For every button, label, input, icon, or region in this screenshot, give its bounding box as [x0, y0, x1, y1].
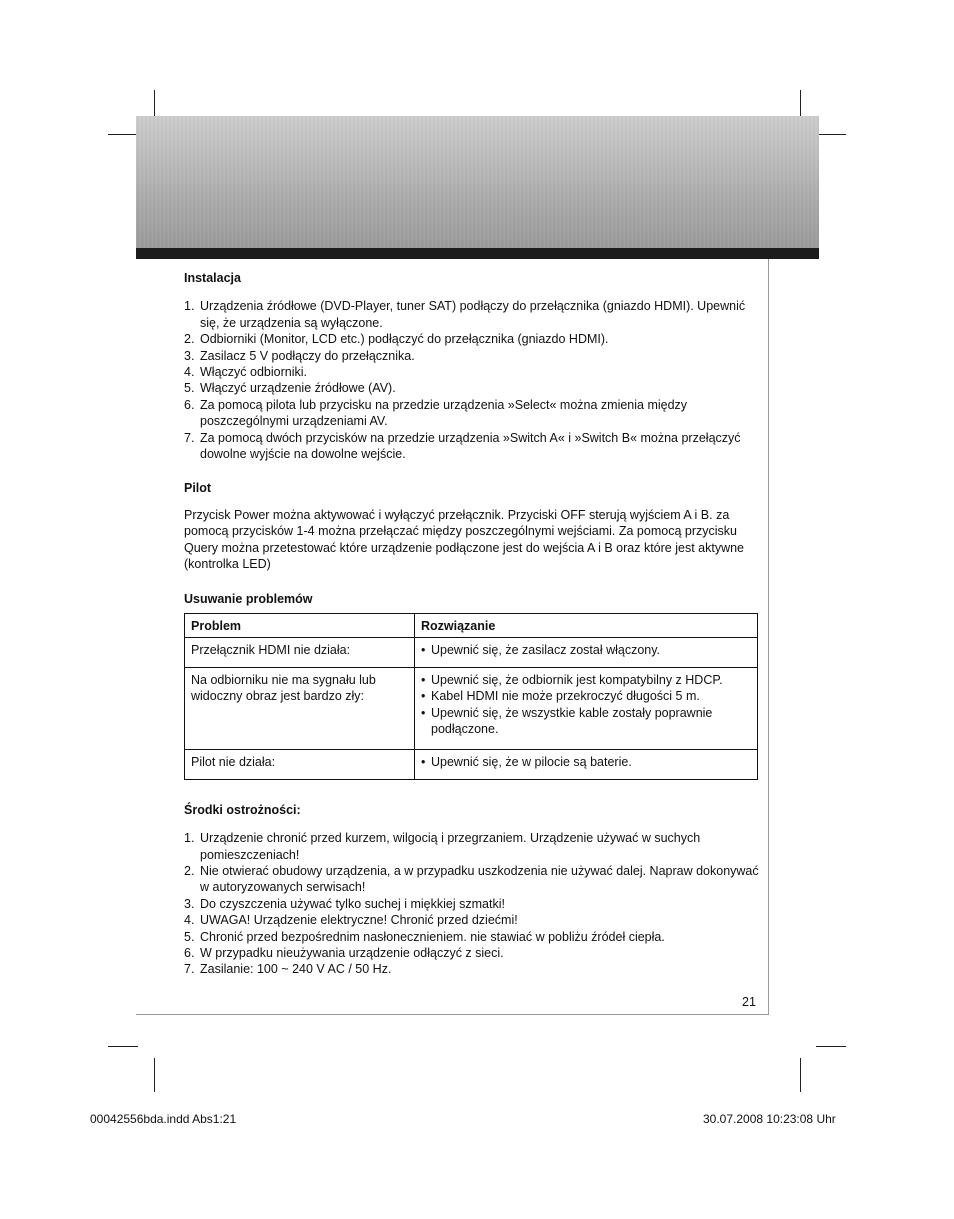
- troubleshooting-heading: Usuwanie problemów: [184, 591, 313, 606]
- precautions-heading: Środki ostrożności:: [184, 802, 301, 817]
- page-number: 21: [742, 995, 756, 1009]
- installation-list: [184, 298, 760, 462]
- item-text: Urządzenia źródłowe (DVD-Player, tuner SAT) podłączy do przełącznika (gniazdo HDMI). Upewnić się, że urządzenia są wyłączone.: [200, 299, 746, 330]
- crop-mark: [816, 134, 846, 135]
- right-rule: [768, 259, 769, 1015]
- item-text: Odbiorniki (Monitor, LCD etc.) podłączyć do przełącznika (gniazdo HDMI).: [200, 332, 609, 347]
- problem-cell: Na odbiorniku nie ma sygnału lub widoczny obraz jest bardzo zły:: [185, 667, 415, 750]
- list-item: [184, 364, 760, 380]
- list-item: [184, 430, 760, 463]
- item-number: 5.: [184, 381, 195, 396]
- item-text: Urządzenie chronić przed kurzem, wilgocią i przegrzaniem. Urządzenie używać w suchych pomieszczeniach!: [200, 831, 701, 862]
- item-number: 5.: [184, 929, 195, 944]
- list-item: [184, 945, 760, 961]
- troubleshooting-table: [184, 613, 758, 780]
- column-header-problem: Problem: [185, 613, 415, 637]
- solution-cell: [415, 638, 758, 667]
- item-text: Zasilanie: 100 ~ 240 V AC / 50 Hz.: [200, 962, 392, 977]
- list-item: [184, 298, 760, 331]
- item-text: Włączyć odbiorniki.: [200, 365, 307, 380]
- table-row: [185, 638, 758, 667]
- column-header-solution: Rozwiązanie: [415, 613, 758, 637]
- solution-item: • Upewnić się, że zasilacz został włączony.: [421, 642, 751, 658]
- crop-mark: [108, 134, 138, 135]
- item-text: Za pomocą dwóch przycisków na przedzie urządzenia »Switch A« i »Switch B« można przełączyć dowolne wyjście na dowolne wejście.: [200, 430, 741, 462]
- bottom-rule: [136, 1014, 769, 1015]
- item-text: UWAGA! Urządzenie elektryczne! Chronić przed dziećmi!: [200, 913, 518, 928]
- list-item: [184, 380, 760, 396]
- item-number: 7.: [184, 962, 195, 977]
- crop-mark: [154, 1058, 155, 1092]
- table-row: [185, 750, 758, 779]
- item-number: 3.: [184, 348, 195, 363]
- crop-mark: [108, 1046, 138, 1047]
- list-item: [184, 929, 760, 945]
- list-item: [184, 961, 760, 977]
- item-text: Włączyć urządzenie źródłowe (AV).: [200, 381, 396, 396]
- slug-timestamp: 30.07.2008 10:23:08 Uhr: [703, 1112, 836, 1126]
- problem-cell: Przełącznik HDMI nie działa:: [185, 638, 415, 667]
- item-number: 3.: [184, 896, 195, 911]
- page-content: [184, 270, 760, 978]
- solution-item: • Upewnić się, że wszystkie kable zostały poprawnie podłączone.: [421, 705, 751, 738]
- list-item: [184, 863, 760, 896]
- item-text: Zasilacz 5 V podłączy do przełącznika.: [200, 348, 415, 363]
- solution-cell: [415, 667, 758, 750]
- list-item: [184, 912, 760, 928]
- solution-cell: [415, 750, 758, 779]
- item-text: W przypadku nieużywania urządzenie odłączyć z sieci.: [200, 946, 504, 960]
- item-text: Do czyszczenia używać tylko suchej i miękkiej szmatki!: [200, 896, 505, 911]
- precautions-list: [184, 830, 760, 978]
- solution-item: • Upewnić się, że odbiornik jest kompatybilny z HDCP.: [421, 672, 751, 688]
- item-number: 6.: [184, 946, 195, 960]
- list-item: [184, 348, 760, 364]
- installation-heading: Instalacja: [184, 271, 241, 285]
- item-number: 7.: [184, 430, 195, 445]
- header-bar: [136, 248, 819, 259]
- table-row: [185, 667, 758, 750]
- item-text: Chronić przed bezpośrednim nasłonecznieniem. nie stawiać w pobliżu źródeł ciepła.: [200, 929, 665, 944]
- solution-item: • Kabel HDMI nie może przekroczyć długości 5 m.: [421, 688, 751, 704]
- item-number: 1.: [184, 831, 195, 846]
- header-band: [136, 116, 819, 248]
- list-item: [184, 331, 760, 347]
- item-text: Nie otwierać obudowy urządzenia, a w przypadku uszkodzenia nie używać dalej. Napraw dokonywać w autoryzowanych serwisach!: [200, 863, 759, 895]
- remote-heading: Pilot: [184, 481, 212, 496]
- list-item: [184, 830, 760, 863]
- list-item: [184, 896, 760, 912]
- remote-description: Przycisk Power można aktywować i wyłączyć przełącznik. Przyciski OFF sterują wyjściem A i B. za pomocą przycisków 1-4 można przełączać między poszczególnymi wejściami. Za pomocą przycisku Query można przetestować które urządzenie podłączone jest do wejścia A i B oraz które jest aktywne (kontrolka LED): [184, 507, 745, 572]
- item-number: 2.: [184, 332, 195, 347]
- item-number: 1.: [184, 299, 195, 314]
- crop-mark: [800, 1058, 801, 1092]
- problem-cell: Pilot nie działa:: [185, 750, 415, 779]
- item-text: Za pomocą pilota lub przycisku na przedzie urządzenia »Select« można zmienia między poszczególnymi urządzeniami AV.: [200, 397, 688, 429]
- crop-mark: [816, 1046, 846, 1047]
- item-number: 4.: [184, 913, 195, 928]
- list-item: [184, 397, 760, 430]
- item-number: 4.: [184, 365, 195, 380]
- item-number: 6.: [184, 397, 195, 412]
- table-header-row: [185, 613, 758, 637]
- solution-item: • Upewnić się, że w pilocie są baterie.: [421, 754, 751, 770]
- slug-filename: 00042556bda.indd Abs1:21: [90, 1112, 237, 1126]
- item-number: 2.: [184, 863, 195, 878]
